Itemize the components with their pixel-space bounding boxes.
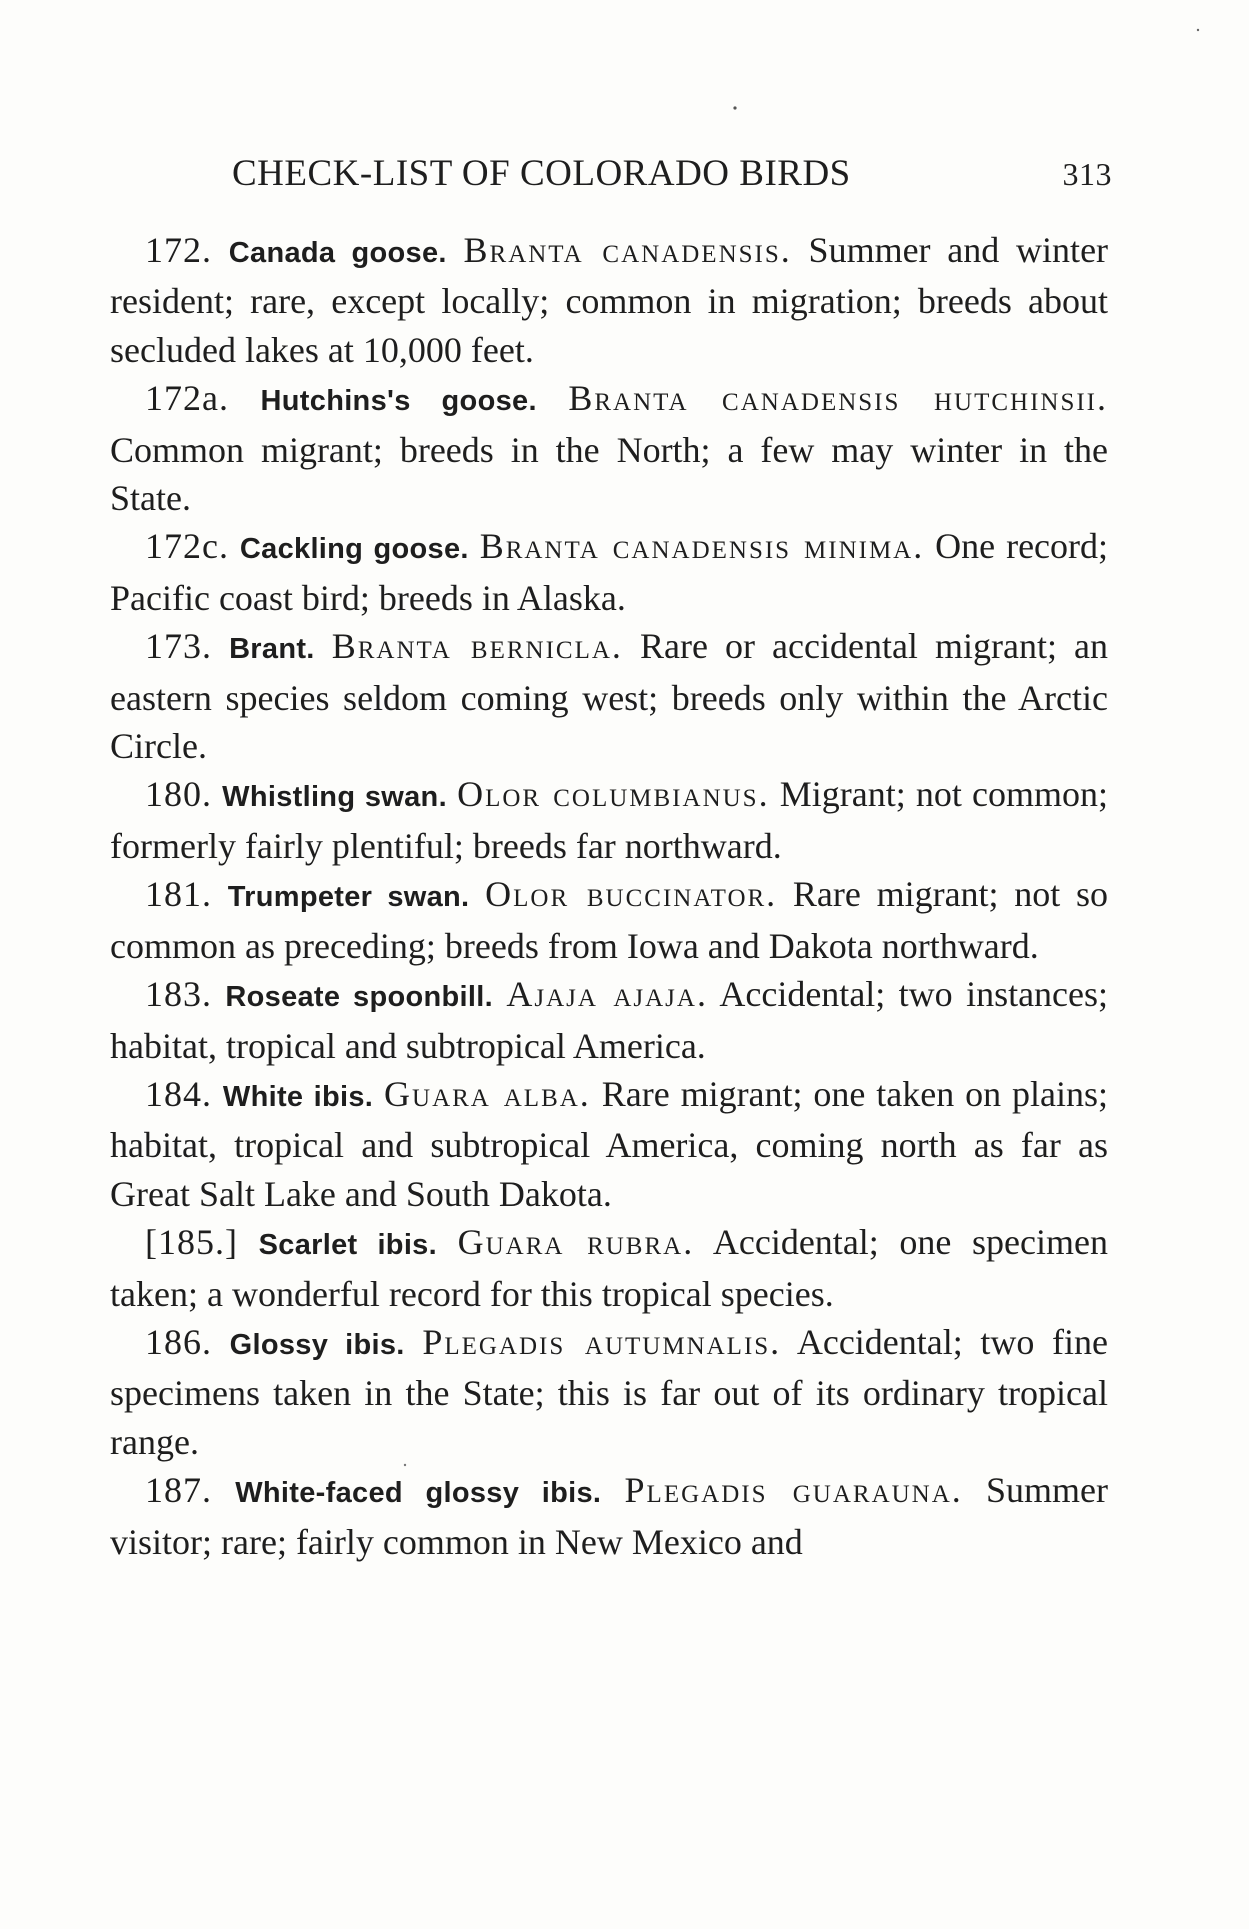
common-name: White ibis. xyxy=(222,1080,374,1113)
entry-description: Rare migrant; one taken on plains; habitat, tropical and subtropical America, coming north as far as Great Salt Lake and South Dakota. xyxy=(110,1073,1109,1214)
scientific-name: Branta bernicla. xyxy=(331,626,623,667)
species-entry xyxy=(110,1218,1108,1318)
entry-number: 187. xyxy=(145,1470,212,1511)
common-name: Roseate spoonbill. xyxy=(225,981,493,1014)
scientific-name: Branta canadensis. xyxy=(463,230,792,270)
species-entry xyxy=(110,1466,1108,1566)
scientific-name: Olor columbianus. xyxy=(457,774,770,815)
common-name: Whistling swan. xyxy=(222,781,447,814)
entry-description: Common migrant; breeds in the North; a few may winter in the State. xyxy=(110,429,1108,519)
entry-description: Summer and winter resident; rare, except locally; common in migration; breeds about secluded lakes at 10,000 feet. xyxy=(110,230,1109,370)
common-name: Scarlet ibis. xyxy=(258,1229,437,1262)
scientific-name: Plegadis guarauna. xyxy=(624,1470,963,1511)
entry-description: Rare migrant; not so common as preceding; breeds from Iowa and Dakota northward. xyxy=(110,874,1109,966)
common-name: Cackling goose. xyxy=(239,533,469,566)
page-title: CHECK-LIST OF COLORADO BIRDS xyxy=(232,153,851,194)
entry-number: 183. xyxy=(145,974,212,1015)
entry-description: Rare or accidental migrant; an eastern species seldom coming west; breeds only within the Arctic Circle. xyxy=(110,626,1109,767)
common-name: Trumpeter swan. xyxy=(227,881,470,914)
entry-description: Accidental; two fine specimens taken in the State; this is far out of its ordinary tropical range. xyxy=(110,1321,1109,1462)
entry-number: 180. xyxy=(145,774,212,815)
entry-description: Migrant; not common; formerly fairly plentiful; breeds far northward. xyxy=(110,774,1109,866)
scientific-name: Guara alba. xyxy=(384,1073,591,1114)
species-entry xyxy=(110,374,1108,522)
scientific-name: Ajaja ajaja. xyxy=(506,974,708,1015)
species-entry xyxy=(110,622,1108,770)
entry-number: 172c. xyxy=(145,526,229,567)
speck xyxy=(733,106,736,109)
species-entry xyxy=(110,1318,1108,1466)
common-name: White-faced glossy ibis. xyxy=(235,1477,602,1510)
page-number: 313 xyxy=(1062,156,1112,192)
species-entry xyxy=(110,770,1108,870)
entry-number: 186. xyxy=(145,1321,212,1362)
scientific-name: Branta canadensis minima. xyxy=(479,526,925,567)
common-name: Hutchins's goose. xyxy=(260,385,537,418)
common-name: Glossy ibis. xyxy=(229,1328,405,1361)
running-header xyxy=(232,152,1112,202)
entry-number: 172. xyxy=(145,230,212,270)
entry-description: Accidental; two instances; habitat, tropical and subtropical America. xyxy=(110,974,1109,1066)
checklist-body xyxy=(110,226,1108,1566)
speck xyxy=(1197,29,1199,31)
scientific-name: Olor buccinator. xyxy=(485,874,778,915)
species-entry xyxy=(110,1070,1108,1218)
entry-number: 173. xyxy=(145,626,212,667)
entry-number: 172a. xyxy=(145,378,229,419)
scientific-name: Guara rubra. xyxy=(457,1222,695,1263)
species-entry xyxy=(110,522,1108,622)
entry-number: [185.] xyxy=(145,1222,238,1263)
species-entry xyxy=(110,870,1108,970)
scientific-name: Plegadis autumnalis. xyxy=(422,1321,782,1362)
common-name: Brant. xyxy=(229,633,315,666)
common-name: Canada goose. xyxy=(228,237,447,269)
scientific-name: Branta canadensis hutchinsii. xyxy=(568,378,1109,419)
entry-number: 184. xyxy=(145,1073,212,1114)
entry-description: Accidental; one specimen taken; a wonderful record for this tropical species. xyxy=(110,1222,1108,1314)
species-entry xyxy=(110,226,1108,374)
species-entry xyxy=(110,970,1108,1070)
entry-description: One record; Pacific coast bird; breeds in Alaska. xyxy=(110,526,1109,618)
entry-number: 181. xyxy=(145,874,212,915)
entry-description: Summer visitor; rare; fairly common in New Mexico and xyxy=(110,1470,1109,1562)
